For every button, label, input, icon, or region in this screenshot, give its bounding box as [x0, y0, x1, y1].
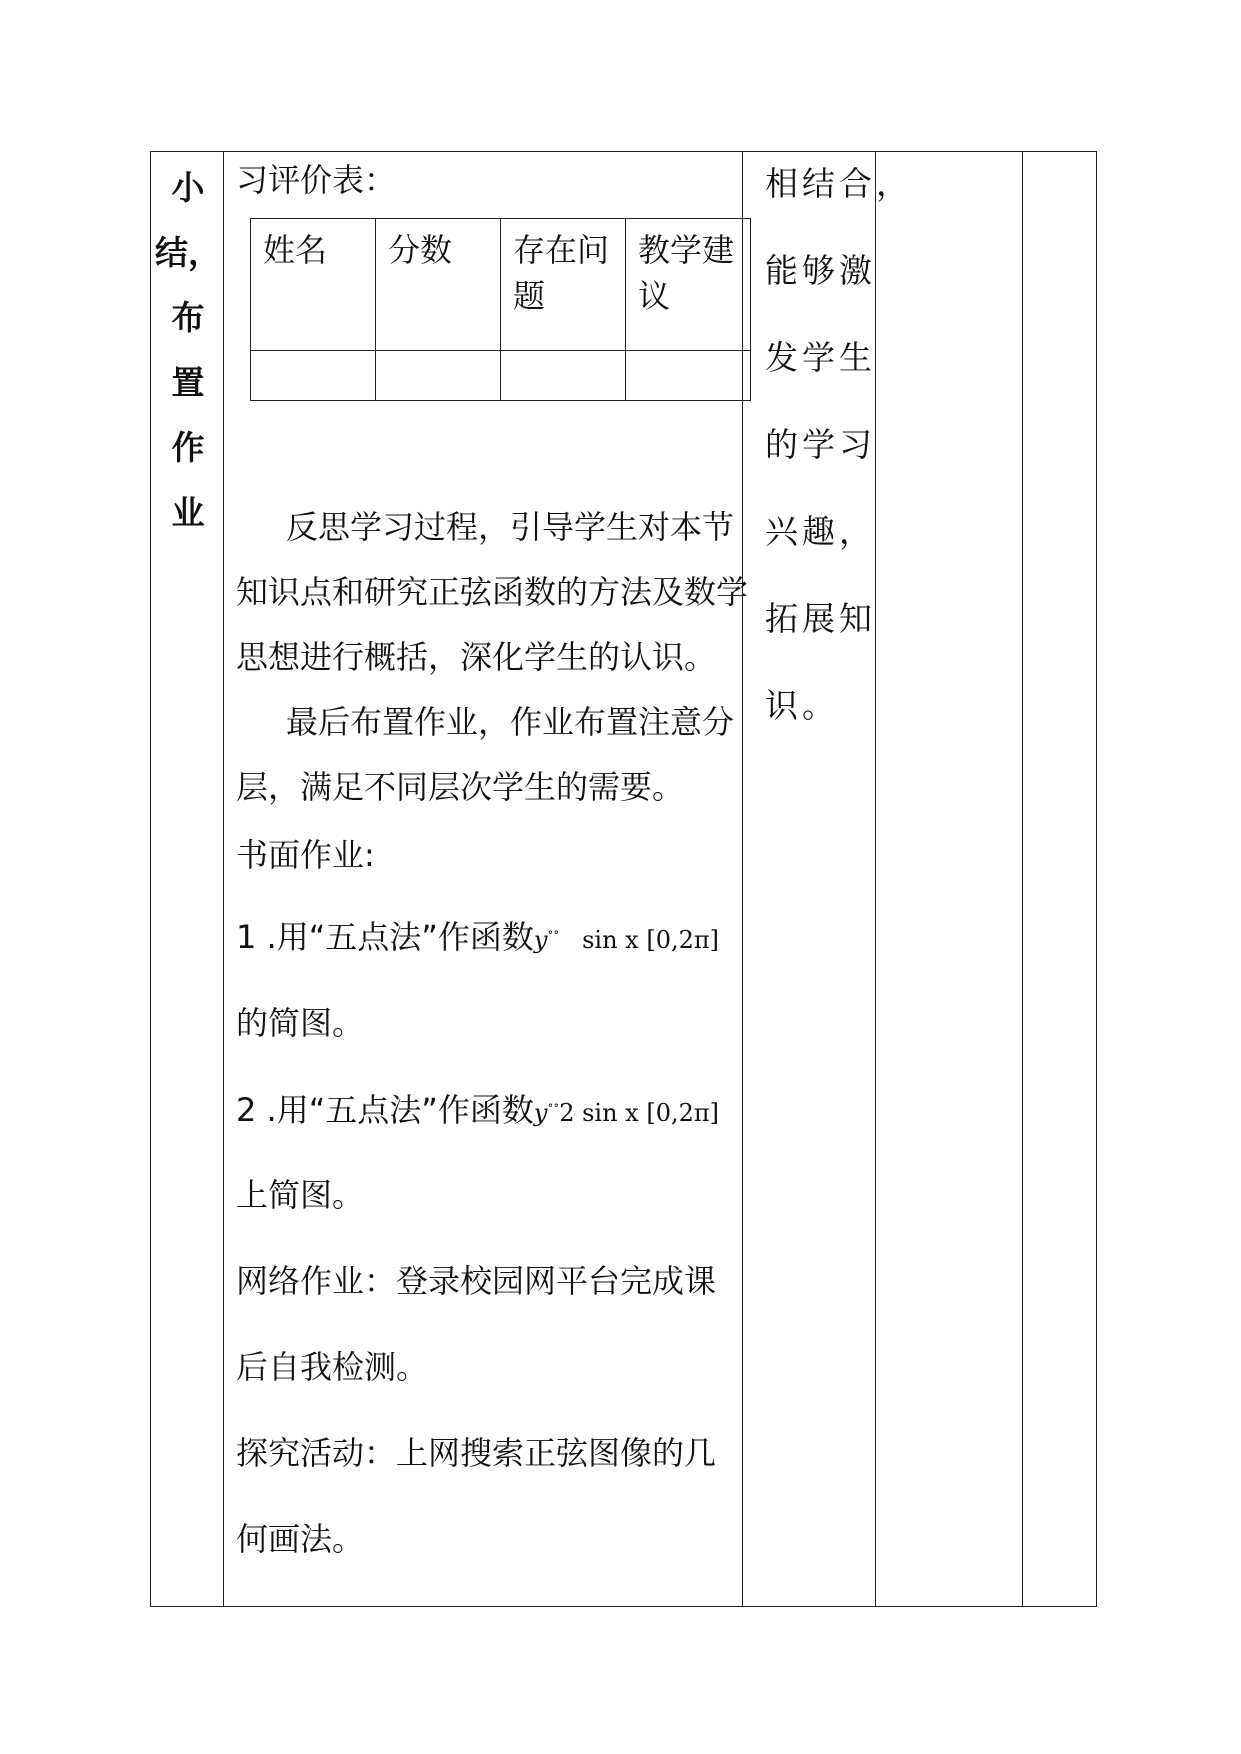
section-label-char: 作	[171, 428, 205, 467]
section-label-char: 布	[171, 298, 205, 337]
task-2-line-2: 上简图。	[236, 1176, 365, 1214]
eval-header-cell: 存在问题	[501, 219, 626, 351]
task-1-line	[236, 912, 752, 958]
section-label-char: 结，	[155, 233, 221, 272]
task-1-text: 1 .用“五点法”作函数	[236, 918, 534, 956]
eval-header-cell: 姓名	[251, 219, 376, 351]
reflect-paragraph: 反思学习过程，引导学生对本节知识点和研究正弦函数的方法及数学思想进行概括，深化学生的认识。	[236, 508, 749, 676]
eval-header-cell: 分数	[376, 219, 501, 351]
section-label-char: 置	[171, 363, 205, 402]
online-hw-line: 网络作业：登录校园网平台完成课	[236, 1262, 717, 1300]
design-intent-line: 拓展知	[765, 599, 876, 638]
assign-paragraph: 最后布置作业，作业布置注意分层，满足不同层次学生的需要。	[236, 703, 735, 806]
section-label-char: 小	[171, 168, 205, 207]
section-label-char: 业	[171, 493, 205, 532]
design-intent-line: 兴趣，	[765, 512, 876, 551]
task-2-line	[236, 1085, 752, 1131]
task-1-formula: y∘∘ sin x [0,2π]	[533, 925, 720, 954]
eval-empty-cell	[501, 351, 626, 401]
eval-header-cell: 教学建议	[626, 219, 751, 351]
eval-empty-cell	[376, 351, 501, 401]
eval-empty-cell	[626, 351, 751, 401]
design-intent-line: 相结合，	[765, 164, 913, 203]
eval-title: 习评价表：	[236, 161, 397, 199]
design-intent-line: 发学生	[765, 338, 876, 377]
explore-line-2: 何画法。	[236, 1520, 365, 1558]
task-2-formula: y∘∘2 sin x [0,2π]	[533, 1098, 720, 1127]
column-divider	[1022, 151, 1023, 1607]
written-hw-heading: 书面作业:	[236, 836, 375, 874]
design-intent	[765, 158, 913, 767]
task-1-line-2: 的简图。	[236, 1004, 365, 1042]
task-2-text: 2 .用“五点法”作函数	[236, 1091, 534, 1129]
design-intent-line: 能够激	[765, 251, 876, 290]
explore-line: 探究活动：上网搜索正弦图像的几	[236, 1434, 717, 1472]
online-hw-line-2: 后自我检测。	[236, 1348, 429, 1386]
evaluation-table	[250, 218, 751, 401]
eval-empty-cell	[251, 351, 376, 401]
design-intent-line: 识。	[765, 686, 839, 725]
eval-title-wrap	[236, 160, 750, 220]
section-label	[152, 160, 224, 550]
design-intent-line: 的学习	[765, 425, 876, 464]
